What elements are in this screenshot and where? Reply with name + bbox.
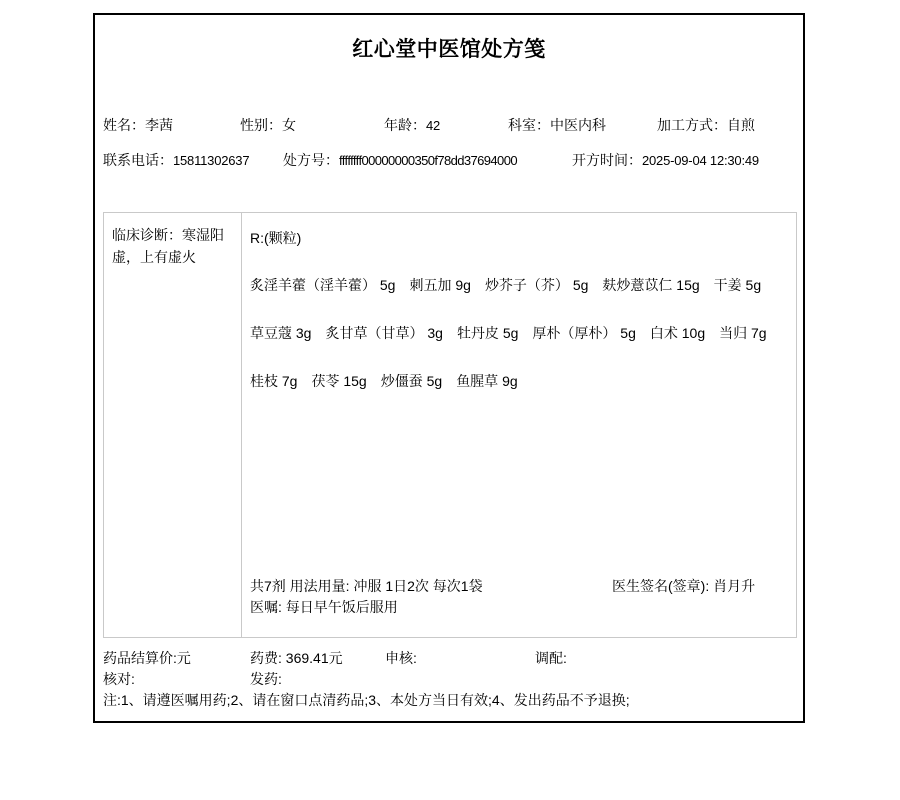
review-label: 申核: [385,650,417,666]
settle-price-label: 药品结算价: [103,650,177,666]
doctor-signature-name: 肖月升 [713,578,756,594]
herb-item: 茯苓 15g [311,373,367,389]
herb-item: 炒芥子（芥） 5g [484,277,589,293]
phone-value: 15811302637 [173,153,250,168]
department-label: 科室： [508,117,550,133]
gender-label: 性别： [240,117,282,133]
field-rx-number [283,150,517,171]
field-settle-price [103,648,191,668]
herb-item: 草豆蔻 3g [250,325,312,341]
field-phone [103,150,249,171]
herb-item: 刺五加 9g [409,277,471,293]
field-age [384,115,440,136]
herb-item: 鱼腥草 9g [456,373,518,389]
field-issue-med [250,669,282,689]
field-department [508,115,606,135]
age-value: 42 [426,118,441,133]
processing-label: 加工方式： [657,117,727,133]
herb-line [250,323,790,343]
rx-header: R:(颗粒) [250,230,302,246]
field-check [103,669,135,689]
herb-item: 干姜 5g [713,277,762,293]
issue-med-label: 发药: [250,671,282,687]
check-label: 核对: [103,671,135,687]
field-processing-method [657,115,755,135]
clinical-diagnosis [112,224,234,268]
patient-name-value: 李茜 [145,117,173,133]
issue-time-label: 开方时间： [572,152,642,168]
doctor-signature [612,576,755,596]
herb-item: 麸炒薏苡仁 15g [602,277,700,293]
page-title: 红心堂中医馆处方笺 [352,38,546,61]
field-issue-time [572,150,759,171]
advice-line: 医嘱: 每日早午饭后服用 [250,599,398,615]
herb-item: 白术 10g [649,325,706,341]
herb-item: 牡丹皮 5g [456,325,519,341]
age-label: 年龄： [384,117,426,133]
herb-line [250,371,790,391]
field-dispense [535,648,567,668]
herb-item: 炒僵蚕 5g [380,373,443,389]
footer-note: 注:1、请遵医嘱用药;2、请在窗口点清药品;3、本处方当日有效;4、发出药品不予退换; [103,692,630,708]
patient-name-label: 姓名： [103,117,145,133]
field-review [385,648,417,668]
herb-item: 炙甘草（甘草） 3g [325,325,443,341]
settle-price-value: 元 [176,650,191,666]
doctor-signature-label: 医生签名(签章): [612,578,714,594]
fee-value: 369.41元 [285,650,343,666]
field-patient-name [103,115,173,135]
gender-value: 女 [282,117,296,133]
herb-item: 炙淫羊藿（淫羊藿） 5g [250,277,396,293]
herb-lines [250,275,790,419]
rx-number-value: ffffffff00000000350f78dd37694000 [339,153,517,168]
rx-number-label: 处方号： [283,152,339,168]
fee-label: 药费: [250,650,286,666]
dosage-line: 共7剂 用法用量: 冲服 1日2次 每次1袋 [250,578,483,594]
field-fee [250,648,343,668]
processing-value: 自煎 [727,117,755,133]
diagnosis-value: 寒湿阳虚，上有虚火 [112,227,224,265]
field-gender [240,115,296,135]
diagnosis-divider [241,212,242,638]
herb-item: 当归 7g [719,325,767,341]
dispense-label: 调配: [535,650,567,666]
herb-item: 厚朴（厚朴） 5g [532,325,636,341]
diagnosis-label: 临床诊断： [112,227,182,243]
herb-item: 桂枝 7g [250,373,298,389]
dosage-block [250,576,483,618]
issue-time-value: 2025-09-04 12:30:49 [642,153,759,168]
department-value: 中医内科 [550,117,606,133]
herb-line [250,275,790,295]
phone-label: 联系电话： [103,152,173,168]
